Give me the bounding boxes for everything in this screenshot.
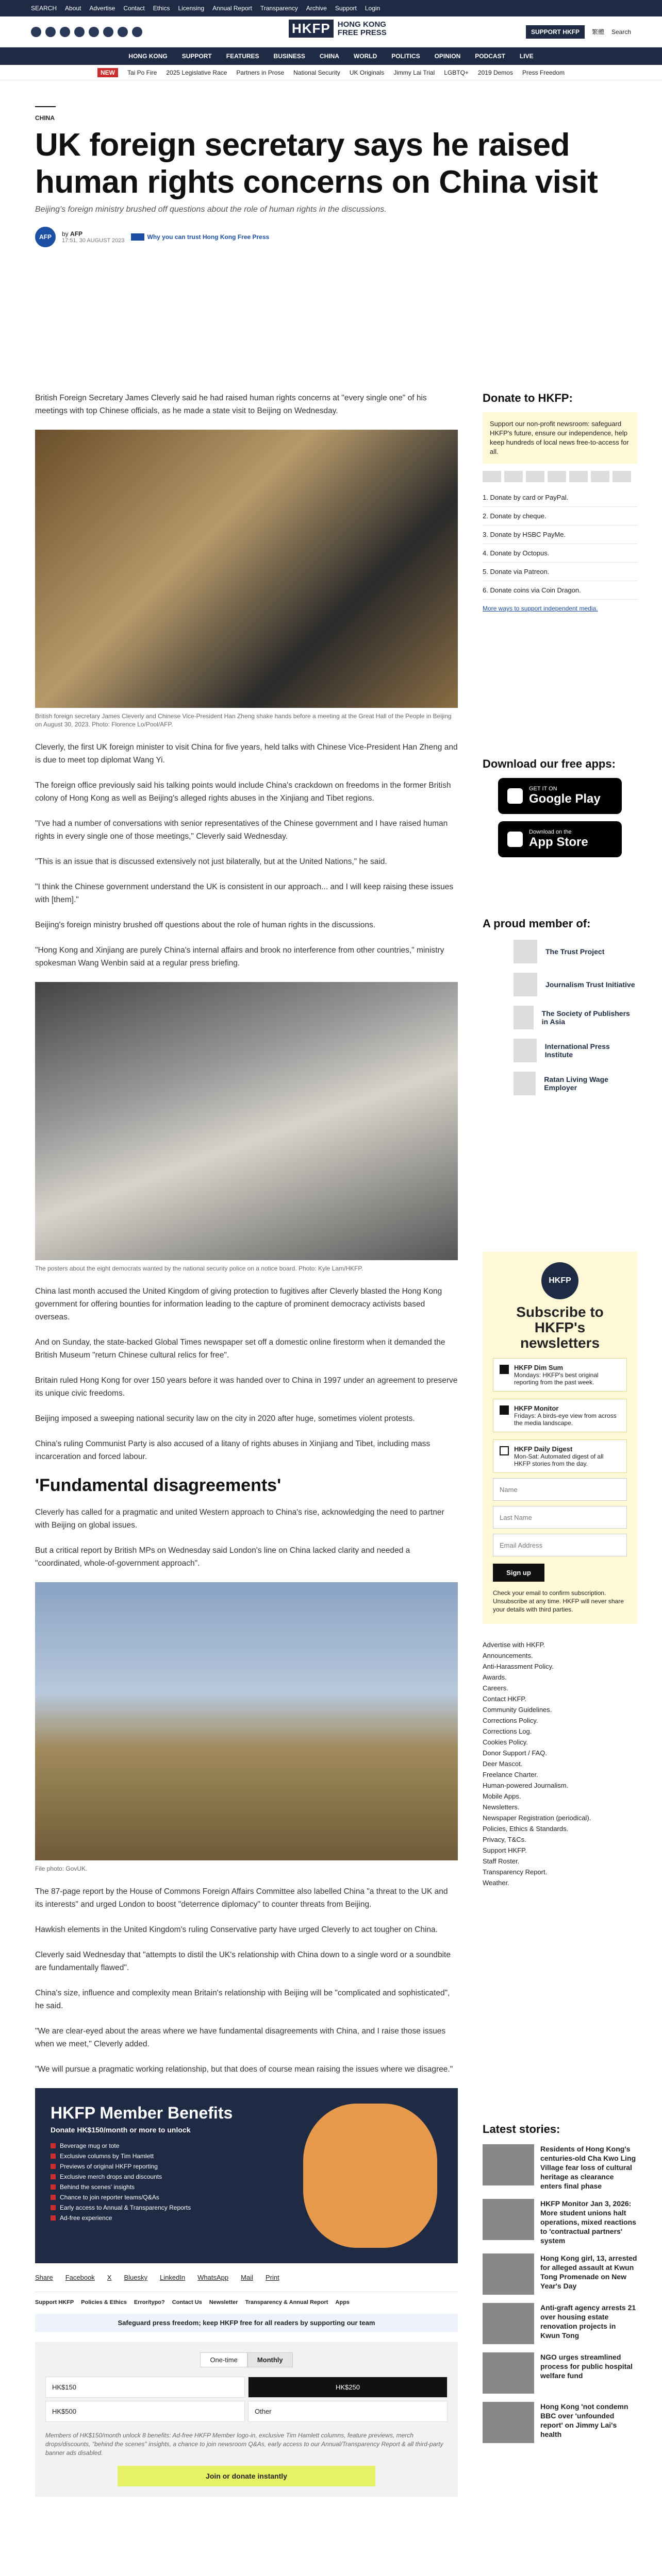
newsletter-name: HKFP Monitor xyxy=(514,1404,559,1412)
banner-benefit: Exclusive merch drops and discounts xyxy=(51,2173,442,2180)
share-link[interactable]: Print xyxy=(265,2274,279,2281)
banner-benefit: Behind the scenes' insights xyxy=(51,2183,442,2191)
trending-item[interactable]: Partners in Prose xyxy=(236,69,285,76)
caption: The posters about the eight democrats wanted by the national security police on a notice board. Photo: Kyle Lam/HKFP. xyxy=(35,1265,363,1272)
paypal-icon xyxy=(504,471,523,482)
topstrip-link[interactable]: SEARCH xyxy=(31,5,57,12)
sidebar-link[interactable]: Human-powered Journalism. xyxy=(483,1782,569,1789)
more-ways-link[interactable]: More ways to support independent media. xyxy=(483,605,598,612)
newsletter-option[interactable] xyxy=(493,1439,627,1473)
donate-option[interactable]: 1. Donate by card or PayPal. xyxy=(483,488,637,507)
threads-icon[interactable] xyxy=(74,27,85,37)
trending-item[interactable]: 2025 Legislative Race xyxy=(166,69,227,76)
banner-benefit: Previews of original HKFP reporting xyxy=(51,2163,442,2170)
member-logo[interactable] xyxy=(514,940,637,963)
footer-link[interactable]: Error/typo? xyxy=(134,2299,165,2306)
nav-item[interactable]: PODCAST xyxy=(475,53,505,60)
member-icon xyxy=(514,940,537,963)
share-link[interactable]: LinkedIn xyxy=(160,2274,186,2281)
telegram-icon[interactable] xyxy=(118,27,128,37)
member-icon xyxy=(514,1006,534,1029)
latest-story[interactable] xyxy=(483,2352,637,2394)
topstrip-link[interactable]: About xyxy=(65,5,81,12)
support-strip[interactable]: Safeguard press freedom; keep HKFP free for all readers by supporting our team xyxy=(35,2314,458,2332)
payme-icon xyxy=(613,471,631,482)
paragraph: "This is an issue that is discussed extensively not just bilaterally, but at the United Nations," he said. xyxy=(35,857,387,866)
donate-title: Donate to HKFP: xyxy=(483,392,573,404)
story-title: Hong Kong girl, 13, arrested for alleged assault at Kwun Tong Promenade on New Year's Day xyxy=(540,2254,637,2290)
sidebar-link[interactable]: Anti-Harassment Policy. xyxy=(483,1663,554,1670)
footer-link[interactable]: Contact Us xyxy=(172,2299,202,2306)
category-label[interactable]: CHINA xyxy=(35,106,56,122)
caption: File photo: GovUK. xyxy=(35,1865,88,1872)
topstrip-link[interactable]: Ethics xyxy=(153,5,170,12)
paragraph: "We will pursue a pragmatic working relationship, but that does of course mean raising the issues where we disagree." xyxy=(35,2065,453,2074)
as-big: App Store xyxy=(529,835,588,849)
newsletter-title: Subscribe to HKFP's newsletters xyxy=(516,1304,604,1351)
member-icon xyxy=(514,1039,537,1062)
footer-link[interactable]: Support HKFP xyxy=(35,2299,74,2306)
banner-benefit: Beverage mug or tote xyxy=(51,2142,442,2149)
trust-icon xyxy=(131,233,144,241)
newsletter-option[interactable] xyxy=(493,1399,627,1432)
join-button[interactable]: Join or donate instantly xyxy=(118,2466,375,2486)
photo-handshake xyxy=(35,430,458,708)
logo-line1: HONG KONG xyxy=(337,20,386,29)
latest-story[interactable] xyxy=(483,2303,637,2344)
plan-note: Members of HK$150/month unlock 8 benefits: Ad-free HKFP Member logo-in, exclusive Tim Hamlett columns, feature previews, merch drops/discounts, "behind the scenes" insights, a chance to join newsroom Q&As, early access to our Annual/Transparency Report & all third-party banner ads disabled. xyxy=(45,2432,443,2456)
donate-option[interactable]: 6. Donate coins via Coin Dragon. xyxy=(483,581,637,600)
byline xyxy=(35,227,627,247)
search-link[interactable]: Search xyxy=(611,28,631,36)
trending-item[interactable]: 2019 Demos xyxy=(477,69,513,76)
footer-link[interactable]: Policies & Ethics xyxy=(81,2299,127,2306)
standfirst: Beijing's foreign ministry brushed off questions about the role of human rights in the discussions. xyxy=(35,205,387,214)
paragraph: The 87-page report by the House of Commons Foreign Affairs Committee also labelled China "a threat to the UK and its interests" and urged London to boost "deterrence diplomacy" to counter threats from Beijing. xyxy=(35,1887,448,1909)
topstrip-link[interactable]: Advertise xyxy=(89,5,115,12)
latest-story[interactable] xyxy=(483,2144,637,2191)
gp-small: GET IT ON xyxy=(529,786,557,792)
topstrip-link[interactable]: Licensing xyxy=(178,5,205,12)
nav-item[interactable]: POLITICS xyxy=(391,53,420,60)
nav-item[interactable]: HONG KONG xyxy=(128,53,168,60)
paragraph: Beijing imposed a sweeping national security law on the city in 2020 after huge, sometimes violent protests. xyxy=(35,1414,415,1423)
latest-title: Latest stories: xyxy=(483,2123,560,2136)
member-logo[interactable] xyxy=(514,1039,637,1062)
story-title: Hong Kong 'not condemn BBC over 'unfounded report' on Jimmy Lai's health xyxy=(540,2402,628,2438)
paragraph: British Foreign Secretary James Cleverly said he had raised human rights concerns at "every single one" of his meetings with top Chinese officials, as he made a state visit to Beijing on Wednesday. xyxy=(35,394,427,415)
sidebar-link[interactable]: Transparency Report. xyxy=(483,1868,548,1876)
as-small: Download on the xyxy=(529,829,572,835)
paragraph: Beijing's foreign ministry brushed off questions about the role of human rights in the discussions. xyxy=(35,921,376,929)
photo-big-ben xyxy=(35,1582,458,1860)
facebook-icon[interactable] xyxy=(31,27,41,37)
member-logo[interactable] xyxy=(514,1072,637,1095)
author-prefix: by xyxy=(62,230,69,238)
topstrip-link[interactable]: Login xyxy=(365,5,380,12)
trending-item[interactable]: Tai Po Fire xyxy=(127,69,157,76)
paragraph: "Hong Kong and Xinjiang are purely China's internal affairs and brook no interference from other countries," ministry spokesman Wang Wenbin said at a regular press briefing. xyxy=(35,946,444,968)
site-logo[interactable] xyxy=(289,20,387,38)
trending-item[interactable]: Press Freedom xyxy=(522,69,565,76)
sidebar-link[interactable]: Newspaper Registration (periodical). xyxy=(483,1814,591,1822)
language-switch[interactable]: 繁體 xyxy=(591,28,604,36)
logo-box: HKFP xyxy=(289,20,334,38)
main-nav xyxy=(0,47,662,65)
paragraph: "I think the Chinese government understand the UK is consistent in our approach... and I will keep raising these issues with [them]." xyxy=(35,883,454,904)
story-thumb xyxy=(483,2253,534,2295)
member-logo[interactable] xyxy=(514,973,637,996)
sidebar-link[interactable]: Support HKFP. xyxy=(483,1846,527,1854)
newsletter-logo: HKFP xyxy=(541,1262,578,1299)
paragraph: Cleverly has called for a pragmatic and united Western approach to China's rise, acknowledging the need to partner with Beijing on global issues. xyxy=(35,1508,444,1530)
footer-link[interactable]: Apps xyxy=(335,2299,350,2306)
member-name: Ratan Living Wage Employer xyxy=(544,1075,608,1092)
sidebar-link[interactable]: Freelance Charter. xyxy=(483,1771,538,1778)
headline: UK foreign secretary says he raised human rights concerns on China visit xyxy=(35,127,598,200)
paragraph: "We are clear-eyed about the areas where we have fundamental disagreements with China, and I raise those issues when we meet," Cleverly added. xyxy=(35,2027,446,2048)
youtube-icon[interactable] xyxy=(89,27,99,37)
story-title: Residents of Hong Kong's centuries-old Cha Kwo Ling Village fear loss of cultural heritage as clearance enters final phase xyxy=(540,2145,636,2190)
newsletter-desc: Mondays: HKFP's best original reporting from the past week. xyxy=(514,1371,599,1386)
footer-link[interactable]: Transparency & Annual Report xyxy=(245,2299,328,2306)
photo-notice-board xyxy=(35,982,458,1260)
share-link[interactable]: Share xyxy=(35,2274,53,2281)
newsletter-field[interactable]: Last Name xyxy=(493,1506,627,1529)
mastercard-icon xyxy=(483,471,501,482)
author-name[interactable]: AFP xyxy=(70,230,83,238)
topstrip-link[interactable]: Contact xyxy=(123,5,145,12)
donate-option[interactable]: 4. Donate by Octopus. xyxy=(483,544,637,563)
member-name: The Trust Project xyxy=(545,947,605,956)
payment-logos xyxy=(483,471,637,482)
newsletter-field[interactable]: Name xyxy=(493,1478,627,1501)
member-title: A proud member of: xyxy=(483,917,591,930)
jcb-icon xyxy=(569,471,588,482)
paragraph: Cleverly, the first UK foreign minister to visit China for five years, held talks with Chinese Vice-President Han Zheng and is due to meet top diplomat Wang Yi. xyxy=(35,743,458,765)
member-logo[interactable] xyxy=(514,1006,637,1029)
caption: British foreign secretary James Cleverly and Chinese Vice-President Han Zheng shake hands before a meeting at the Great Hall of the People in Beijing on August 30, 2023. Photo: Florence Lo/Pool/AFP. xyxy=(35,713,452,728)
trending-item[interactable]: Jimmy Lai Trial xyxy=(393,69,435,76)
article-body xyxy=(35,392,458,2497)
unionpay-icon xyxy=(591,471,609,482)
share-link[interactable]: X xyxy=(107,2274,112,2281)
sidebar-link[interactable]: Mobile Apps. xyxy=(483,1792,521,1800)
donate-text: Support our non-profit newsroom: safeguard HKFP's future, ensure our independence, help keep hundreds of local news free-to-access for all. xyxy=(483,412,637,464)
latest-story[interactable] xyxy=(483,2199,637,2245)
sidebar-link[interactable]: Deer Mascot. xyxy=(483,1760,523,1768)
google-play-button[interactable] xyxy=(498,778,622,814)
plan-option[interactable]: HK$150 xyxy=(45,2377,245,2398)
story-thumb xyxy=(483,2199,534,2240)
story-title: NGO urges streamlined process for public hospital welfare fund xyxy=(540,2353,633,2380)
share-link[interactable]: Bluesky xyxy=(124,2274,147,2281)
visa-icon xyxy=(526,471,544,482)
apple-icon xyxy=(507,832,523,847)
nav-item[interactable]: CHINA xyxy=(319,53,339,60)
sidebar-link[interactable]: Corrections Policy. xyxy=(483,1717,538,1724)
top-utility-strip xyxy=(0,0,662,16)
amex-icon xyxy=(548,471,566,482)
banner-benefit: Ad-free experience xyxy=(51,2214,442,2222)
topstrip-link[interactable]: Archive xyxy=(306,5,327,12)
new-badge: NEW xyxy=(97,68,118,77)
sidebar-link[interactable]: Careers. xyxy=(483,1684,508,1692)
donate-list xyxy=(483,488,637,600)
trending-item[interactable]: LGBTQ+ xyxy=(444,69,469,76)
footer-link[interactable]: Newsletter xyxy=(209,2299,238,2306)
donation-plan xyxy=(35,2342,458,2497)
latest-story[interactable] xyxy=(483,2402,637,2443)
newsletter-section xyxy=(483,1242,637,1888)
share-link[interactable]: Mail xyxy=(241,2274,253,2281)
latest-stories xyxy=(483,2123,637,2443)
member-benefits-banner[interactable] xyxy=(35,2088,458,2263)
story-thumb xyxy=(483,2303,534,2344)
author-avatar: AFP xyxy=(35,227,56,247)
story-thumb xyxy=(483,2352,534,2394)
tab-monthly[interactable]: Monthly xyxy=(247,2352,293,2367)
member-icon xyxy=(514,1072,536,1095)
sidebar xyxy=(483,392,637,612)
sidebar-link[interactable]: Corrections Log. xyxy=(483,1727,532,1735)
nav-item[interactable]: FEATURES xyxy=(226,53,259,60)
story-thumb xyxy=(483,2144,534,2185)
tab-one-time[interactable]: One-time xyxy=(200,2352,247,2367)
apps-section xyxy=(483,757,637,865)
sidebar-link[interactable]: Announcements. xyxy=(483,1652,533,1659)
topstrip-link[interactable]: Support xyxy=(335,5,357,12)
sidebar-link[interactable]: Privacy, T&Cs. xyxy=(483,1836,526,1843)
newsletter-name: HKFP Daily Digest xyxy=(514,1445,573,1453)
paragraph: But a critical report by British MPs on Wednesday said London's line on China lacked clarity and needed a "coordinated, whole-of-government approach". xyxy=(35,1546,410,1568)
plan-option-selected[interactable]: HK$250 xyxy=(248,2377,448,2398)
logo-line2: FREE PRESS xyxy=(337,28,387,37)
sidebar-link[interactable]: Contact HKFP. xyxy=(483,1695,527,1703)
plan-option[interactable]: Other xyxy=(248,2401,448,2422)
donate-option[interactable]: 5. Donate via Patreon. xyxy=(483,563,637,581)
paragraph: The foreign office previously said his talking points would include China's crackdown on freedoms in the former British colony of Hong Kong as well as Beijing's alleged rights abuses in the Xinjiang and Tibet regions. xyxy=(35,781,451,803)
publish-date: 17:51, 30 AUGUST 2023 xyxy=(62,238,125,244)
linkedin-icon[interactable] xyxy=(103,27,113,37)
story-title: HKFP Monitor Jan 3, 2026: More student unions halt operations, mixed reactions to 'contractual partners' system xyxy=(540,2199,636,2245)
paragraph: Cleverly said Wednesday that "attempts to distil the UK's relationship with China down to a single word or a soundbite are fundamentally flawed". xyxy=(35,1951,451,1972)
newsletter-desc: Fridays: A birds-eye view from across the media landscape. xyxy=(514,1412,617,1427)
article-footer-links xyxy=(35,2299,458,2306)
member-icon xyxy=(514,973,537,996)
sidebar-link[interactable]: Community Guidelines. xyxy=(483,1706,552,1714)
social-icons xyxy=(31,27,142,37)
support-button[interactable]: SUPPORT HKFP xyxy=(526,25,585,39)
banner-benefit: Chance to join reporter teams/Q&As xyxy=(51,2194,442,2201)
banner-sub: Donate HK$150/month or more to unlock xyxy=(51,2126,191,2134)
subheading: 'Fundamental disagreements' xyxy=(35,1476,282,1495)
trust-text: Why you can trust Hong Kong Free Press xyxy=(147,233,270,241)
banner-title: HKFP Member Benefits xyxy=(51,2104,233,2122)
sidebar-link[interactable]: Policies, Ethics & Standards. xyxy=(483,1825,569,1833)
nav-item[interactable]: LIVE xyxy=(519,53,534,60)
nav-item[interactable]: SUPPORT xyxy=(181,53,212,60)
topstrip-link[interactable]: Annual Report xyxy=(212,5,252,12)
sidebar-link[interactable]: Weather. xyxy=(483,1879,509,1887)
newsletter-note: Check your email to confirm subscription. Unsubscribe at any time. HKFP will never share your details with third parties. xyxy=(493,1589,624,1613)
newsletter-option[interactable] xyxy=(493,1358,627,1392)
donate-option[interactable]: 3. Donate by HSBC PayMe. xyxy=(483,526,637,544)
sidebar-link[interactable]: Cookies Policy. xyxy=(483,1738,528,1746)
member-name: The Society of Publishers in Asia xyxy=(541,1009,630,1026)
donate-option[interactable]: 2. Donate by cheque. xyxy=(483,507,637,526)
story-thumb xyxy=(483,2402,534,2443)
banner-benefit: Exclusive columns by Tim Hamlett xyxy=(51,2153,442,2160)
x-icon[interactable] xyxy=(45,27,56,37)
sidebar-link[interactable]: Staff Roster. xyxy=(483,1857,520,1865)
story-title: Anti-graft agency arrests 21 over housing estate renovation projects in Kwun Tong xyxy=(540,2303,636,2340)
sidebar-link[interactable]: Newsletters. xyxy=(483,1803,520,1811)
member-of-section xyxy=(483,917,637,1095)
paragraph: Hawkish elements in the United Kingdom's ruling Conservative party have urged Cleverly to act tougher on China. xyxy=(35,1925,438,1934)
apps-title: Download our free apps: xyxy=(483,757,616,770)
share-bar xyxy=(35,2263,458,2292)
banner-benefit: Early access to Annual & Transparency Reports xyxy=(51,2204,442,2211)
google-play-icon xyxy=(507,788,523,804)
topstrip-link[interactable]: Transparency xyxy=(260,5,298,12)
sidebar-link[interactable]: Donor Support / FAQ. xyxy=(483,1749,548,1757)
nav-item[interactable]: OPINION xyxy=(434,53,461,60)
paragraph: China's size, influence and complexity mean Britain's relationship with Beijing will be "complicated and sophisticated", he said. xyxy=(35,1989,450,2010)
app-store-button[interactable] xyxy=(498,821,622,857)
member-name: Journalism Trust Initiative xyxy=(545,980,635,989)
gp-big: Google Play xyxy=(529,792,601,806)
newsletter-desc: Mon-Sat: Automated digest of all HKFP stories from the day. xyxy=(514,1453,604,1467)
paragraph: And on Sunday, the state-backed Global Times newspaper set off a domestic online firestorm when it demanded the British Museum "return Chinese cultural relics for free". xyxy=(35,1338,445,1360)
paragraph: Britain ruled Hong Kong for over 150 years before it was handed over to China in 1997 under an agreement to preserve its unique civic freedoms. xyxy=(35,1376,458,1398)
deer-mascot xyxy=(303,2104,437,2248)
paragraph: "I've had a number of conversations with senior representatives of the Chinese government and I have raised human rights in every single one of those meetings," Cleverly said Wednesday. xyxy=(35,819,448,841)
member-name: International Press Institute xyxy=(544,1042,610,1059)
instagram-icon[interactable] xyxy=(60,27,70,37)
share-link[interactable]: WhatsApp xyxy=(197,2274,229,2281)
rss-icon[interactable] xyxy=(132,27,142,37)
sidebar-link[interactable]: Awards. xyxy=(483,1673,507,1681)
sidebar-link[interactable]: Advertise with HKFP. xyxy=(483,1641,545,1649)
paragraph: China last month accused the United Kingdom of giving protection to fugitives after Cleverly blasted the Hong Kong government for offering bounties for information leading to the capture of prominent democracy activists based overseas. xyxy=(35,1287,442,1321)
share-link[interactable]: Facebook xyxy=(65,2274,95,2281)
nav-item[interactable]: WORLD xyxy=(353,53,377,60)
plan-option[interactable]: HK$500 xyxy=(45,2401,245,2422)
newsletter-name: HKFP Dim Sum xyxy=(514,1364,564,1371)
newsletter-field[interactable]: Email Address xyxy=(493,1534,627,1556)
trending-item[interactable]: National Security xyxy=(293,69,340,76)
paragraph: China's ruling Communist Party is also accused of a litany of rights abuses in Xinjiang and Tibet, including mass incarceration and forced labour. xyxy=(35,1439,431,1461)
latest-story[interactable] xyxy=(483,2253,637,2295)
trust-link[interactable] xyxy=(131,233,270,241)
sidebar-links xyxy=(483,1639,637,1888)
nav-item[interactable]: BUSINESS xyxy=(273,53,305,60)
trending-item[interactable]: UK Originals xyxy=(349,69,385,76)
trending-bar xyxy=(0,65,662,80)
signup-button[interactable]: Sign up xyxy=(493,1564,544,1582)
